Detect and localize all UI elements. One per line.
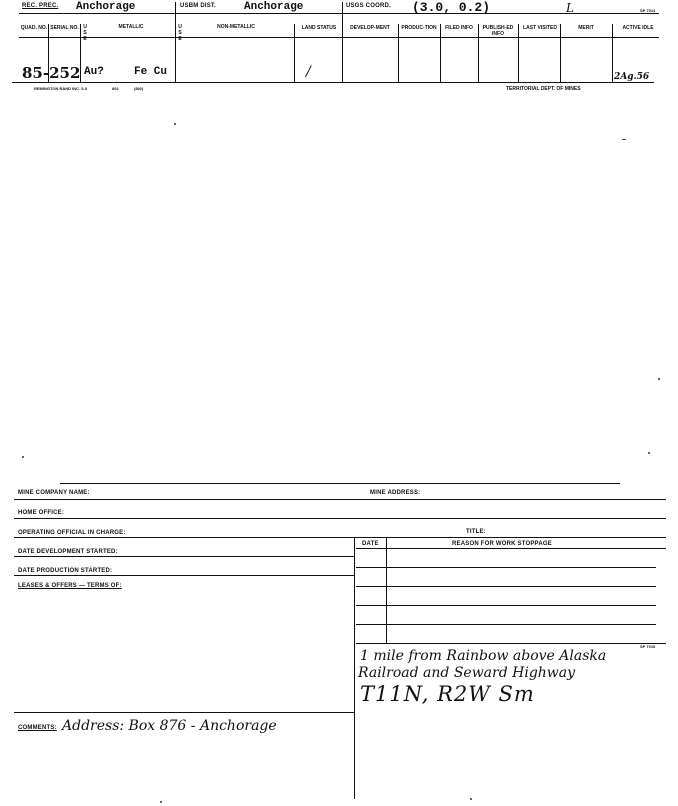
header-production: PRODUC-TION — [401, 25, 437, 31]
mine-company-name-label: MINE COMPANY NAME: — [18, 490, 90, 496]
usgs-coord-label: USGS COORD. — [346, 3, 391, 9]
mineral-1-value: Au? — [84, 66, 104, 78]
date-development-label: DATE DEVELOPMENT STARTED: — [18, 549, 118, 555]
land-status-value: / — [306, 64, 311, 80]
header-merit: MERIT — [578, 25, 594, 31]
serial-value: 85-252 — [22, 64, 81, 82]
department-text: TERRITORIAL DEPT. OF MINES — [506, 86, 581, 92]
header-non-metallic: NON-METALLIC — [217, 24, 255, 30]
title-label: TITLE: — [466, 529, 486, 535]
header-filed-info: FILED INFO — [445, 25, 473, 31]
comments-label: COMMENTS: — [18, 725, 57, 731]
rec-prec-label: REC. PREC. — [22, 3, 59, 9]
form-code: SP 7014 — [640, 8, 656, 13]
leases-label: LEASES & OFFERS — TERMS OF: — [18, 583, 122, 589]
home-office-label: HOME OFFICE: — [18, 510, 65, 516]
printer-code: 892 — [112, 86, 119, 91]
date-column-label: DATE — [362, 541, 379, 547]
header-active-idle: ACTIVE IDLE — [622, 25, 654, 31]
rec-prec-value: Anchorage — [76, 1, 136, 13]
header-land-status: LAND STATUS — [301, 25, 337, 31]
header-quad-no: QUAD. NO. — [20, 25, 48, 31]
check-mark: L — [566, 1, 574, 15]
header-published-info: PUBLISH-ED INFO — [482, 25, 514, 37]
usbm-dist-value: Anchorage — [244, 1, 304, 13]
header-use-2: U S E — [178, 24, 182, 42]
location-line-1: 1 mile from Rainbow above Alaska — [360, 648, 607, 664]
mine-address-label: MINE ADDRESS: — [370, 490, 421, 496]
comments-value: Address: Box 876 - Anchorage — [62, 718, 277, 734]
header-serial-no: SERIAL NO. — [50, 25, 79, 31]
location-line-3: T11N, R2W Sm — [360, 682, 535, 706]
usbm-dist-label: USBM DIST. — [180, 3, 217, 9]
header-last-visited: LAST VISITED — [523, 25, 557, 31]
header-use-1: U S E — [83, 24, 87, 42]
mineral-2-value: Fe Cu — [134, 66, 168, 78]
reason-label: REASON FOR WORK STOPPAGE — [452, 541, 552, 547]
date-production-label: DATE PRODUCTION STARTED: — [18, 568, 113, 574]
printer-code-2: (892) — [134, 86, 144, 91]
location-line-2: Railroad and Seward Highway — [358, 665, 576, 681]
active-idle-value: 2Ag.56 — [614, 72, 650, 82]
header-development: DEVELOP-MENT — [350, 25, 390, 31]
header-metallic: METALLIC — [118, 24, 144, 30]
form-code-2: SP 7015 — [640, 644, 656, 649]
operating-official-label: OPERATING OFFICIAL IN CHARGE: — [18, 530, 126, 536]
usgs-coord-value: (3.0, 0.2) — [412, 0, 491, 15]
printer-text: REMINGTON RAND INC. 5-0 — [34, 86, 88, 91]
